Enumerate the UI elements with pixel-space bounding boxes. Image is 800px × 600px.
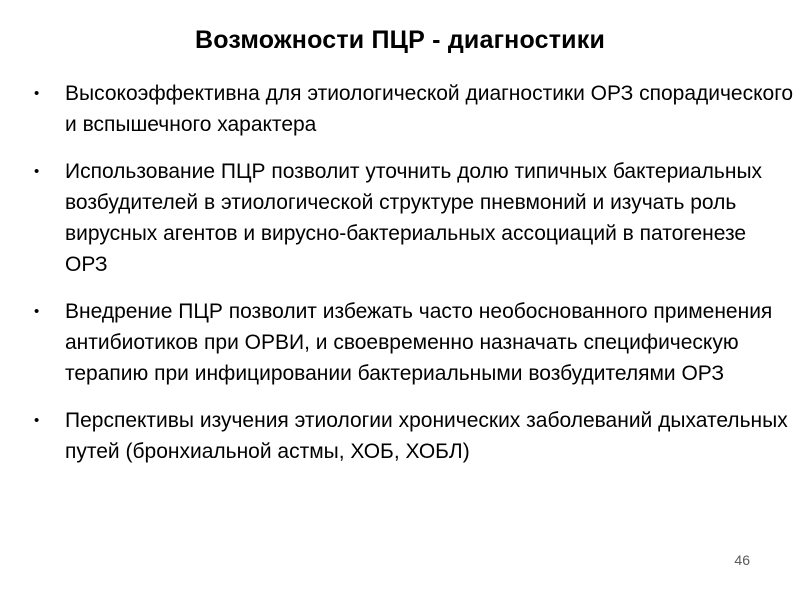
bullet-marker: • [34,85,40,102]
bullet-text: Использование ПЦР позволит уточнить долю типичных бактериальных возбудителей в этиологической структуре пневмоний и изучать роль вирусных агентов и вирусно-бактериальных ассоциаций в патогенезе ОРЗ [65,160,763,276]
bullet-text: Высокоэффективна для этиологической диагностики ОРЗ спорадического и вспышечного характера [65,82,794,136]
slide-title: Возможности ПЦР - диагностики [194,26,606,54]
bullet-list [34,78,794,483]
bullet-text: Внедрение ПЦР позволит избежать часто необоснованного применения антибиотиков при ОРВИ, и своевременно назначать специфическую терапию при инфицировании бактериальными возбудителями ОРЗ [65,300,773,385]
bullet-item [34,296,794,389]
bullet-item [34,78,794,140]
bullet-marker: • [34,412,40,429]
bullet-marker: • [34,303,40,320]
bullet-marker: • [34,163,40,180]
bullet-item [34,156,794,280]
bullet-text: Перспективы изучения этиологии хронических заболеваний дыхательных путей (бронхиальной астмы, ХОБ, ХОБЛ) [65,409,788,463]
page-number: 46 [734,552,750,568]
bullet-item [34,405,794,467]
